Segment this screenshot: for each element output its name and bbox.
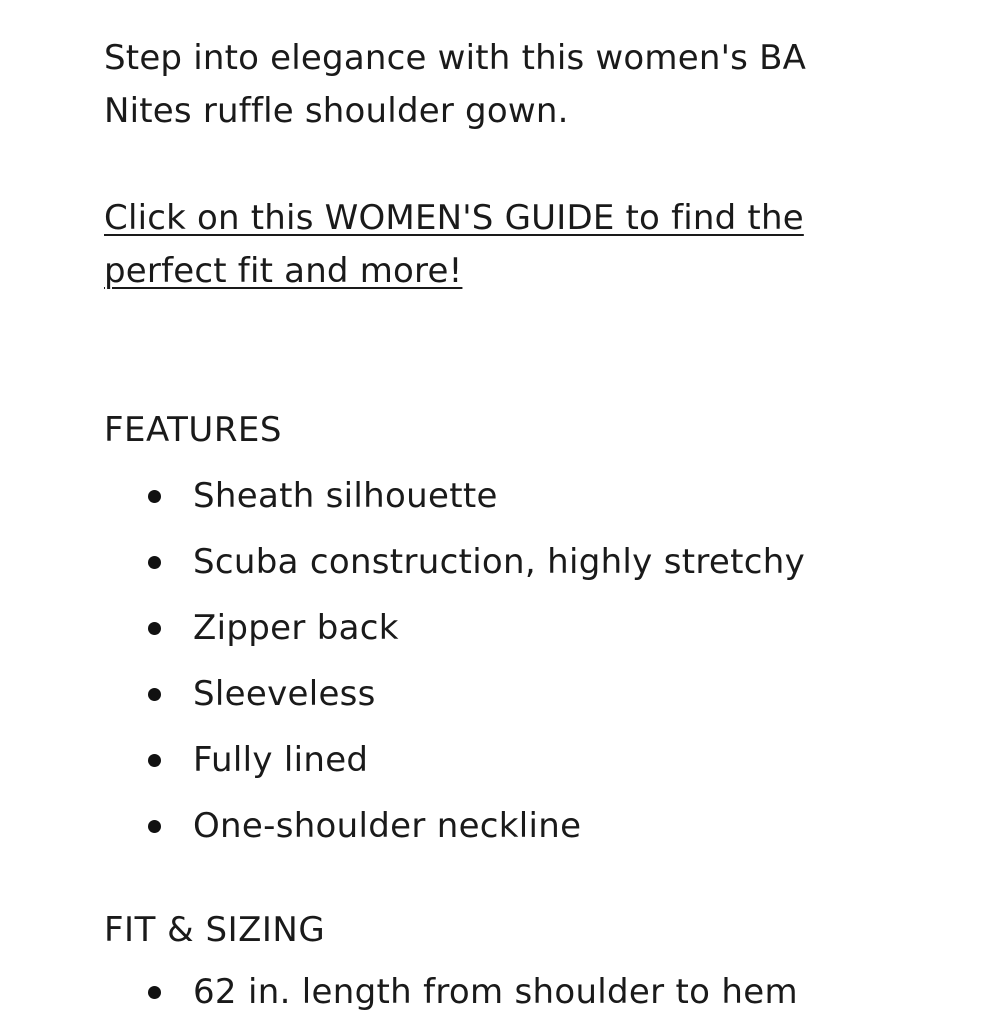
womens-guide-link[interactable]: Click on this WOMEN'S GUIDE to find the perfect fit and more! [104,198,804,291]
bullet-icon [148,820,161,833]
list-item [104,672,805,738]
list-item-text: Sheath silhouette [193,476,498,516]
fit-sizing-list [104,970,798,1036]
list-item [104,970,798,1036]
list-item [104,738,805,804]
list-item-text: Zipper back [193,608,399,648]
list-item [104,804,805,870]
list-item-text: 62 in. length from shoulder to hem [193,972,798,1012]
bullet-icon [148,986,161,999]
bullet-icon [148,754,161,767]
bullet-icon [148,688,161,701]
list-item-text: Scuba construction, highly stretchy [193,542,805,582]
features-heading: FEATURES [104,410,283,450]
intro-text: Step into elegance with this women's BA Nites ruffle shoulder gown. [104,38,807,131]
list-item [104,540,805,606]
bullet-icon [148,622,161,635]
list-item-text: Fully lined [193,740,369,780]
list-item [104,474,805,540]
list-item-text: Sleeveless [193,674,376,714]
bullet-icon [148,490,161,503]
features-list [104,474,805,870]
fit-sizing-heading: FIT & SIZING [104,910,326,950]
bullet-icon [148,556,161,569]
list-item [104,606,805,672]
list-item-text: One-shoulder neckline [193,806,582,846]
